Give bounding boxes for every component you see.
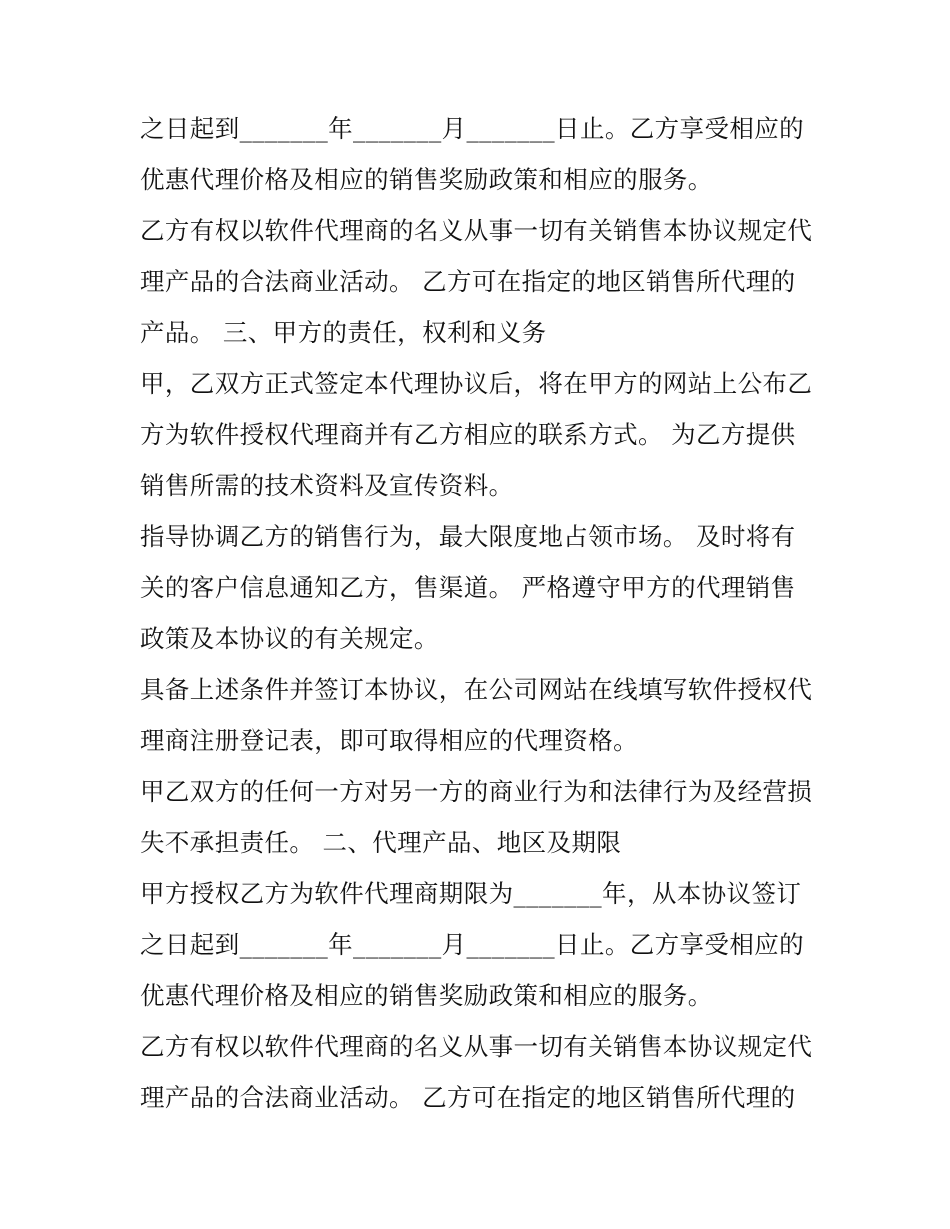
text-line: 具备上述条件并签订本协议，在公司网站在线填写软件授权代 bbox=[140, 675, 813, 704]
text-line: 理产品的合法商业活动。 乙方可在指定的地区销售所代理的 bbox=[140, 267, 796, 296]
text-line: 甲方授权乙方为软件代理商期限为_______年，从本协议签订 bbox=[140, 879, 802, 908]
text-line: 甲乙双方的任何一方对另一方的商业行为和法律行为及经营损 bbox=[140, 777, 813, 806]
text-line: 之日起到_______年_______月_______日止。乙方享受相应的 bbox=[140, 114, 805, 143]
text-line: 乙方有权以软件代理商的名义从事一切有关销售本协议规定代 bbox=[140, 216, 813, 245]
text-line: 甲，乙双方正式签定本代理协议后，将在甲方的网站上公布乙 bbox=[140, 369, 813, 398]
text-line: 乙方有权以软件代理商的名义从事一切有关销售本协议规定代 bbox=[140, 1032, 813, 1061]
text-line: 优惠代理价格及相应的销售奖励政策和相应的服务。 bbox=[140, 981, 713, 1010]
text-line: 失不承担责任。 二、代理产品、地区及期限 bbox=[140, 828, 622, 857]
text-line: 理商注册登记表，即可取得相应的代理资格。 bbox=[140, 726, 638, 755]
text-line: 方为软件授权代理商并有乙方相应的联系方式。 为乙方提供 bbox=[140, 420, 796, 449]
text-line: 销售所需的技术资料及宣传资料。 bbox=[140, 471, 514, 500]
text-line: 政策及本协议的有关规定。 bbox=[140, 624, 439, 653]
text-line: 指导协调乙方的销售行为，最大限度地占领市场。 及时将有 bbox=[140, 522, 796, 551]
text-line: 理产品的合法商业活动。 乙方可在指定的地区销售所代理的 bbox=[140, 1083, 796, 1112]
text-line: 优惠代理价格及相应的销售奖励政策和相应的服务。 bbox=[140, 165, 713, 194]
text-line: 之日起到_______年_______月_______日止。乙方享受相应的 bbox=[140, 930, 805, 959]
text-line: 产品。 三、甲方的责任，权利和义务 bbox=[140, 318, 547, 347]
text-line: 关的客户信息通知乙方，售渠道。 严格遵守甲方的代理销售 bbox=[140, 573, 796, 602]
document-body bbox=[140, 103, 820, 1123]
